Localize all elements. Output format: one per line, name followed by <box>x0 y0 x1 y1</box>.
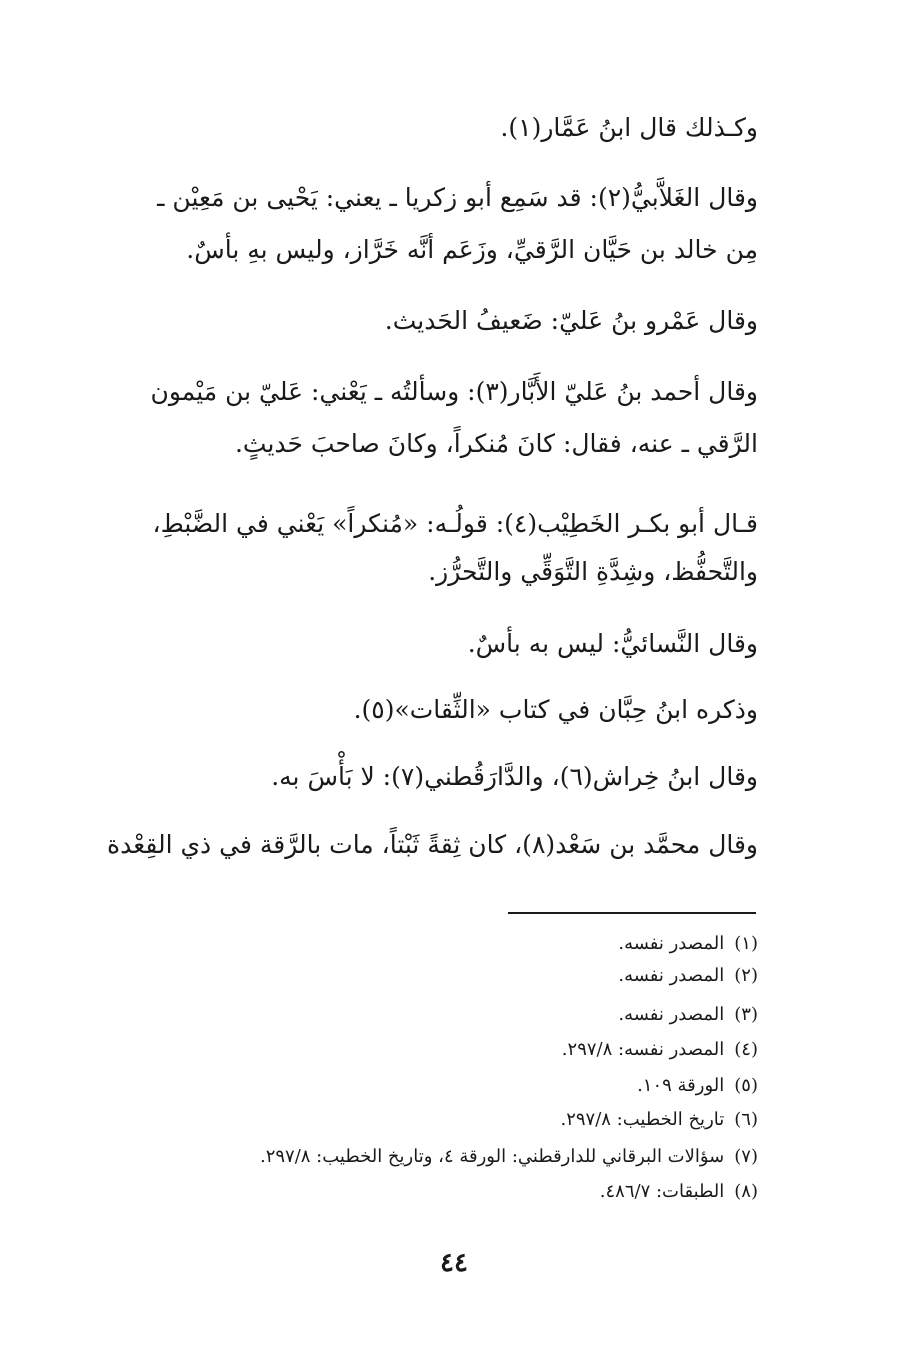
body-line-6: الرَّقي ـ عنه، فقال: كانَ مُنكراً، وكانَ صاحبَ حَديثٍ. <box>234 429 758 458</box>
footnote-number: (٥) <box>734 1075 758 1096</box>
footnote-7 <box>260 1144 758 1170</box>
footnote-text: الطبقات: ٤٨٦/٧. <box>599 1181 725 1202</box>
body-line-10: وذكره ابنُ حِبَّان في كتاب «الثِّقات»(٥). <box>353 695 758 724</box>
footnote-2 <box>618 963 758 989</box>
footnote-text: المصدر نفسه: ٢٩٧/٨. <box>561 1039 725 1060</box>
footnote-number: (١) <box>734 933 758 954</box>
footnote-4 <box>562 1037 758 1063</box>
body-line-1: وكـذلك قال ابنُ عَمَّار(١). <box>500 113 758 142</box>
body-line-7: قـال أبو بكـر الخَطِيْب(٤): قولُـه: «مُنكراً» يَعْني في الضَّبْطِ، <box>152 509 758 538</box>
footnote-text: المصدر نفسه. <box>618 965 725 986</box>
footnote-8 <box>600 1179 758 1205</box>
footnote-5 <box>637 1073 758 1099</box>
footnote-text: المصدر نفسه. <box>618 1004 725 1025</box>
footnote-3 <box>618 1002 758 1028</box>
footnote-number: (٧) <box>734 1146 758 1167</box>
footnote-number: (٦) <box>734 1109 758 1130</box>
body-line-3: مِن خالد بن حَيَّان الرَّقيِّ، وزَعَم أنَّه خَرَّاز، وليس بهِ بأسٌ. <box>186 235 758 264</box>
footnote-number: (٢) <box>734 965 758 986</box>
body-line-8: والتَّحفُّظ، وشِدَّةِ التَّوَقِّي والتَّحرُّز. <box>428 557 758 586</box>
body-line-11: وقال ابنُ خِراش(٦)، والدَّارَقُطني(٧): لا بَأْسَ به. <box>271 762 758 791</box>
footnote-text: سؤالات البرقاني للدارقطني: الورقة ٤، وتاريخ الخطيب: ٢٩٧/٨. <box>259 1146 725 1167</box>
body-line-5: وقال أحمد بنُ عَليّ الأَبَّار(٣): وسألتُه ـ يَعْني: عَليّ بن مَيْمون <box>150 377 758 406</box>
body-line-9: وقال النَّسائيُّ: ليس به بأسٌ. <box>467 629 758 658</box>
body-line-4: وقال عَمْرو بنُ عَليّ: ضَعيفُ الحَديث. <box>384 306 758 335</box>
footnote-text: الورقة ١٠٩. <box>637 1075 725 1096</box>
footnote-text: تاريخ الخطيب: ٢٩٧/٨. <box>560 1109 725 1130</box>
footnote-separator <box>508 912 756 914</box>
body-line-2: وقال الغَلاَّبيُّ(٢): قد سَمِع أبو زكريا ـ يعني: يَحْيى بن مَعِيْن ـ <box>157 183 758 212</box>
body-line-12: وقال محمَّد بن سَعْد(٨)، كان ثِقةً ثَبْتاً، مات بالرَّقة في ذي القِعْدة <box>107 830 758 859</box>
footnote-number: (٣) <box>734 1004 758 1025</box>
footnote-6 <box>560 1107 758 1133</box>
page-number: ٤٤ <box>440 1248 468 1278</box>
footnote-text: المصدر نفسه. <box>618 933 725 954</box>
footnote-1 <box>618 931 758 957</box>
footnote-number: (٤) <box>734 1039 758 1060</box>
footnote-number: (٨) <box>734 1181 758 1202</box>
